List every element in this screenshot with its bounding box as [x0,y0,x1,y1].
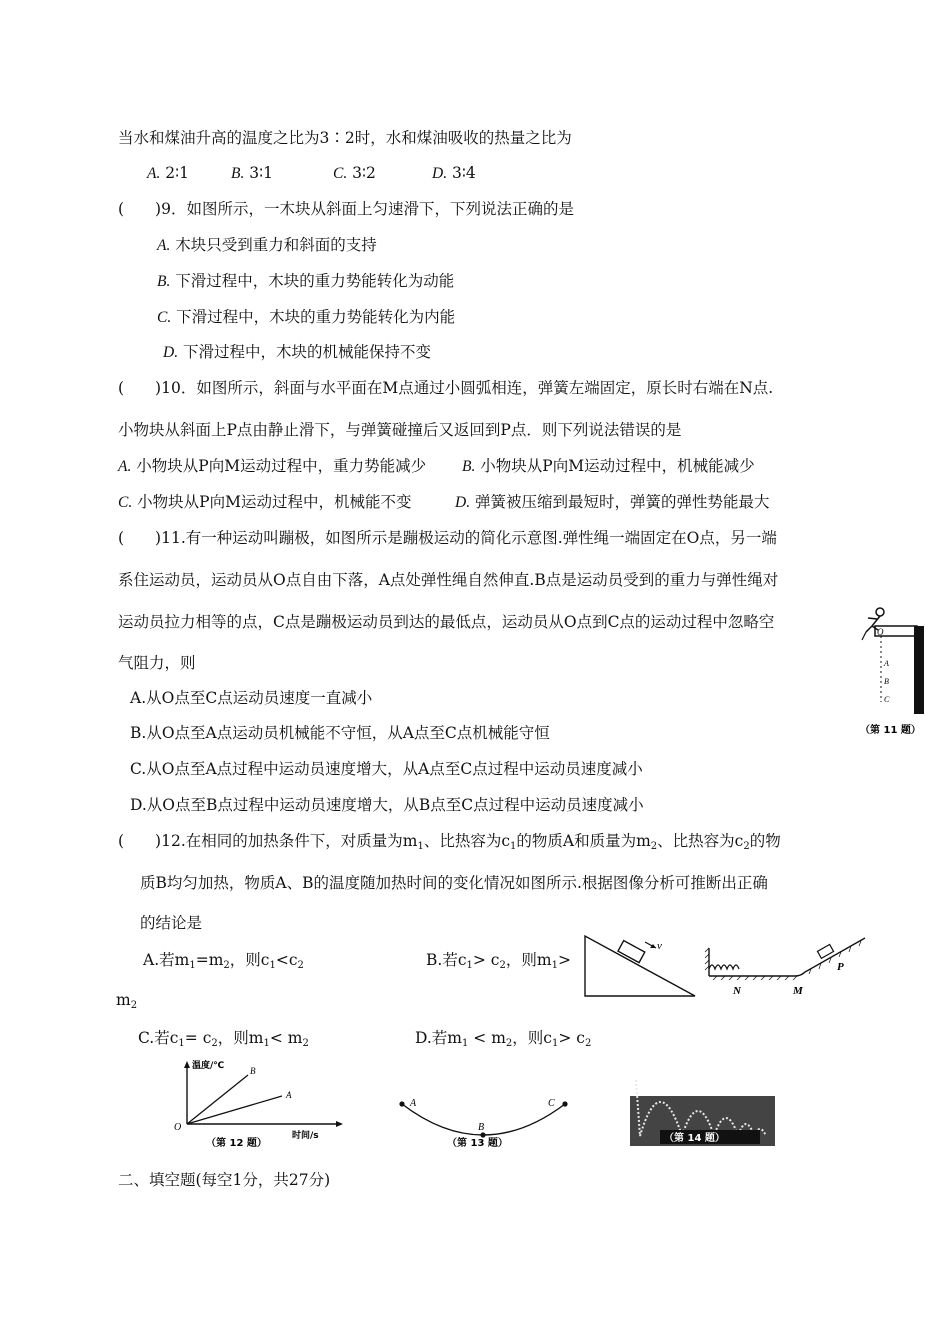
q8-opt-d-letter: D. [432,165,448,182]
q12-opt-b: B.若$c_1> c_2$，则$m_1>$ [426,951,571,971]
fig10-spring-slope-diagram [703,936,868,1000]
q9-stem: ( )9．如图所示，一木块从斜面上匀速滑下，下列说法正确的是 [118,200,574,218]
q8-opt-b-letter: B. [231,165,245,182]
q10-opt-b: B. 小物块从P向M运动过程中，机械能减少 [462,457,755,475]
q10-opt-a: A. 小物块从P向M运动过程中，重力势能减少 [118,457,427,475]
q10-stem-1: ( )10．如图所示，斜面与水平面在M点通过小圆弧相连，弹簧左端固定，原长时右端在N点. [118,379,774,397]
q10-opt-d: D. 弹簧被压缩到最短时，弹簧的弹性势能最大 [455,493,770,511]
fig12-temperature-graph [170,1058,345,1150]
fig12-x-axis-label: 时间/s [292,1131,319,1141]
q11-opt-b: B.从O点至A点运动员机械能不守恒，从A点至C点机械能守恒 [130,724,550,742]
q9-opt-a: A. 木块只受到重力和斜面的支持 [157,236,377,254]
fig11-label-o: O [877,627,884,637]
q9-opt-b: B. 下滑过程中，木块的重力势能转化为动能 [157,272,455,290]
fig11-label-a: A [884,659,889,668]
q8-opt-d: 3∶4 [452,164,476,182]
fig11-label-b: B [884,677,889,686]
fig13-arc-track [395,1096,575,1148]
fig12-label-b: B [250,1066,256,1076]
q11-stem-1: ( )11.有一种运动叫蹦极，如图所示是蹦极运动的简化示意图.弹性绳一端固定在O点，另一端 [118,529,777,547]
q8-opt-b: 3∶1 [249,164,274,182]
q12-stem-1: ( )12.在相同的加热条件下，对质量为$m_1$、比热容为$c_1$的物质A和质量为$m_2$、比热容为$c_2$的物 [118,832,781,852]
fig12-y-axis-label: 温度/℃ [192,1061,225,1071]
fig12-caption: （第 12 题） [206,1138,267,1149]
fig11-label-c: C [884,695,890,704]
q12-opt-b-wrap: $m_2$ [116,991,138,1011]
q11-opt-d: D.从O点至B点过程中运动员速度增大，从B点至C点过程中运动员速度减小 [130,796,644,814]
q8-options [147,163,189,184]
q8-opt-a-letter: A. [147,165,161,182]
q11-opt-c: C.从O点至A点过程中运动员速度增大，从A点至C点过程中运动员速度减小 [130,760,643,778]
fig13-label-a: A [410,1098,417,1109]
q8-opt-a: 2∶1 [165,164,190,182]
fig14-caption: （第 14 题） [664,1133,725,1144]
fig9-incline-diagram [583,932,698,1000]
q11-stem-3: 运动员拉力相等的点，C点是蹦极运动员到达的最低点，运动员从O点到C点的运动过程中忽略空 [118,613,775,631]
q10-opt-c: C. 小物块从P向M运动过程中，机械能不变 [118,493,412,511]
q10-stem-2: 小物块从斜面上P点由静止滑下，与弹簧碰撞后又返回到P点．则下列说法错误的是 [118,421,682,439]
q9-opt-d: D. 下滑过程中，木块的机械能保持不变 [163,343,432,361]
fig10-label-p: P [837,961,844,973]
fig12-origin: O [174,1122,182,1133]
q12-opt-c: C.若$c_1= c_2$，则$m_1< m_2$ [138,1029,309,1049]
fig11-bungee-diagram [858,604,928,740]
fig10-label-m: M [793,985,803,997]
fig10-label-n: N [733,985,741,997]
fig12-label-a: A [286,1090,292,1100]
fig14-bouncing-ball-photo [630,1076,775,1148]
fig12-line-a [187,1096,282,1124]
fig13-label-c: C [548,1098,555,1109]
q11-stem-4: 气阻力，则 [118,654,196,672]
q8-opt-c-letter: C. [333,165,348,182]
q12-opt-a: A.若$m_1=m_2$，则$c_1<c_2$ [143,951,304,971]
fig13-caption: （第 13 题） [447,1138,508,1148]
q12-stem-3: 的结论是 [140,914,203,932]
q8-opt-c: 3∶2 [352,164,376,182]
fig11-caption: （第 11 题） [860,725,921,736]
fig13-label-b: B [478,1122,485,1133]
q12-stem-2: 质B均匀加热，物质A、B的温度随加热时间的变化情况如图所示.根据图像分析可推断出正确 [140,874,768,892]
q12-opt-d: D.若$m_1 < m_2$，则$c_1> c_2$ [415,1029,592,1049]
section-2-heading: 二、填空题(每空1分，共27分) [118,1171,331,1189]
q8-stem: 当水和煤油升高的温度之比为3∶2时，水和煤油吸收的热量之比为 [118,129,572,147]
q9-opt-c: C. 下滑过程中，木块的重力势能转化为内能 [157,308,456,326]
q11-opt-a: A.从O点至C点运动员速度一直减小 [130,689,373,707]
fig12-line-b [187,1075,248,1124]
fig9-velocity-label: v [657,940,662,952]
q11-stem-2: 系住运动员，运动员从O点自由下落，A点处弹性绳自然伸直.B点是运动员受到的重力与弹性绳对 [118,571,779,589]
